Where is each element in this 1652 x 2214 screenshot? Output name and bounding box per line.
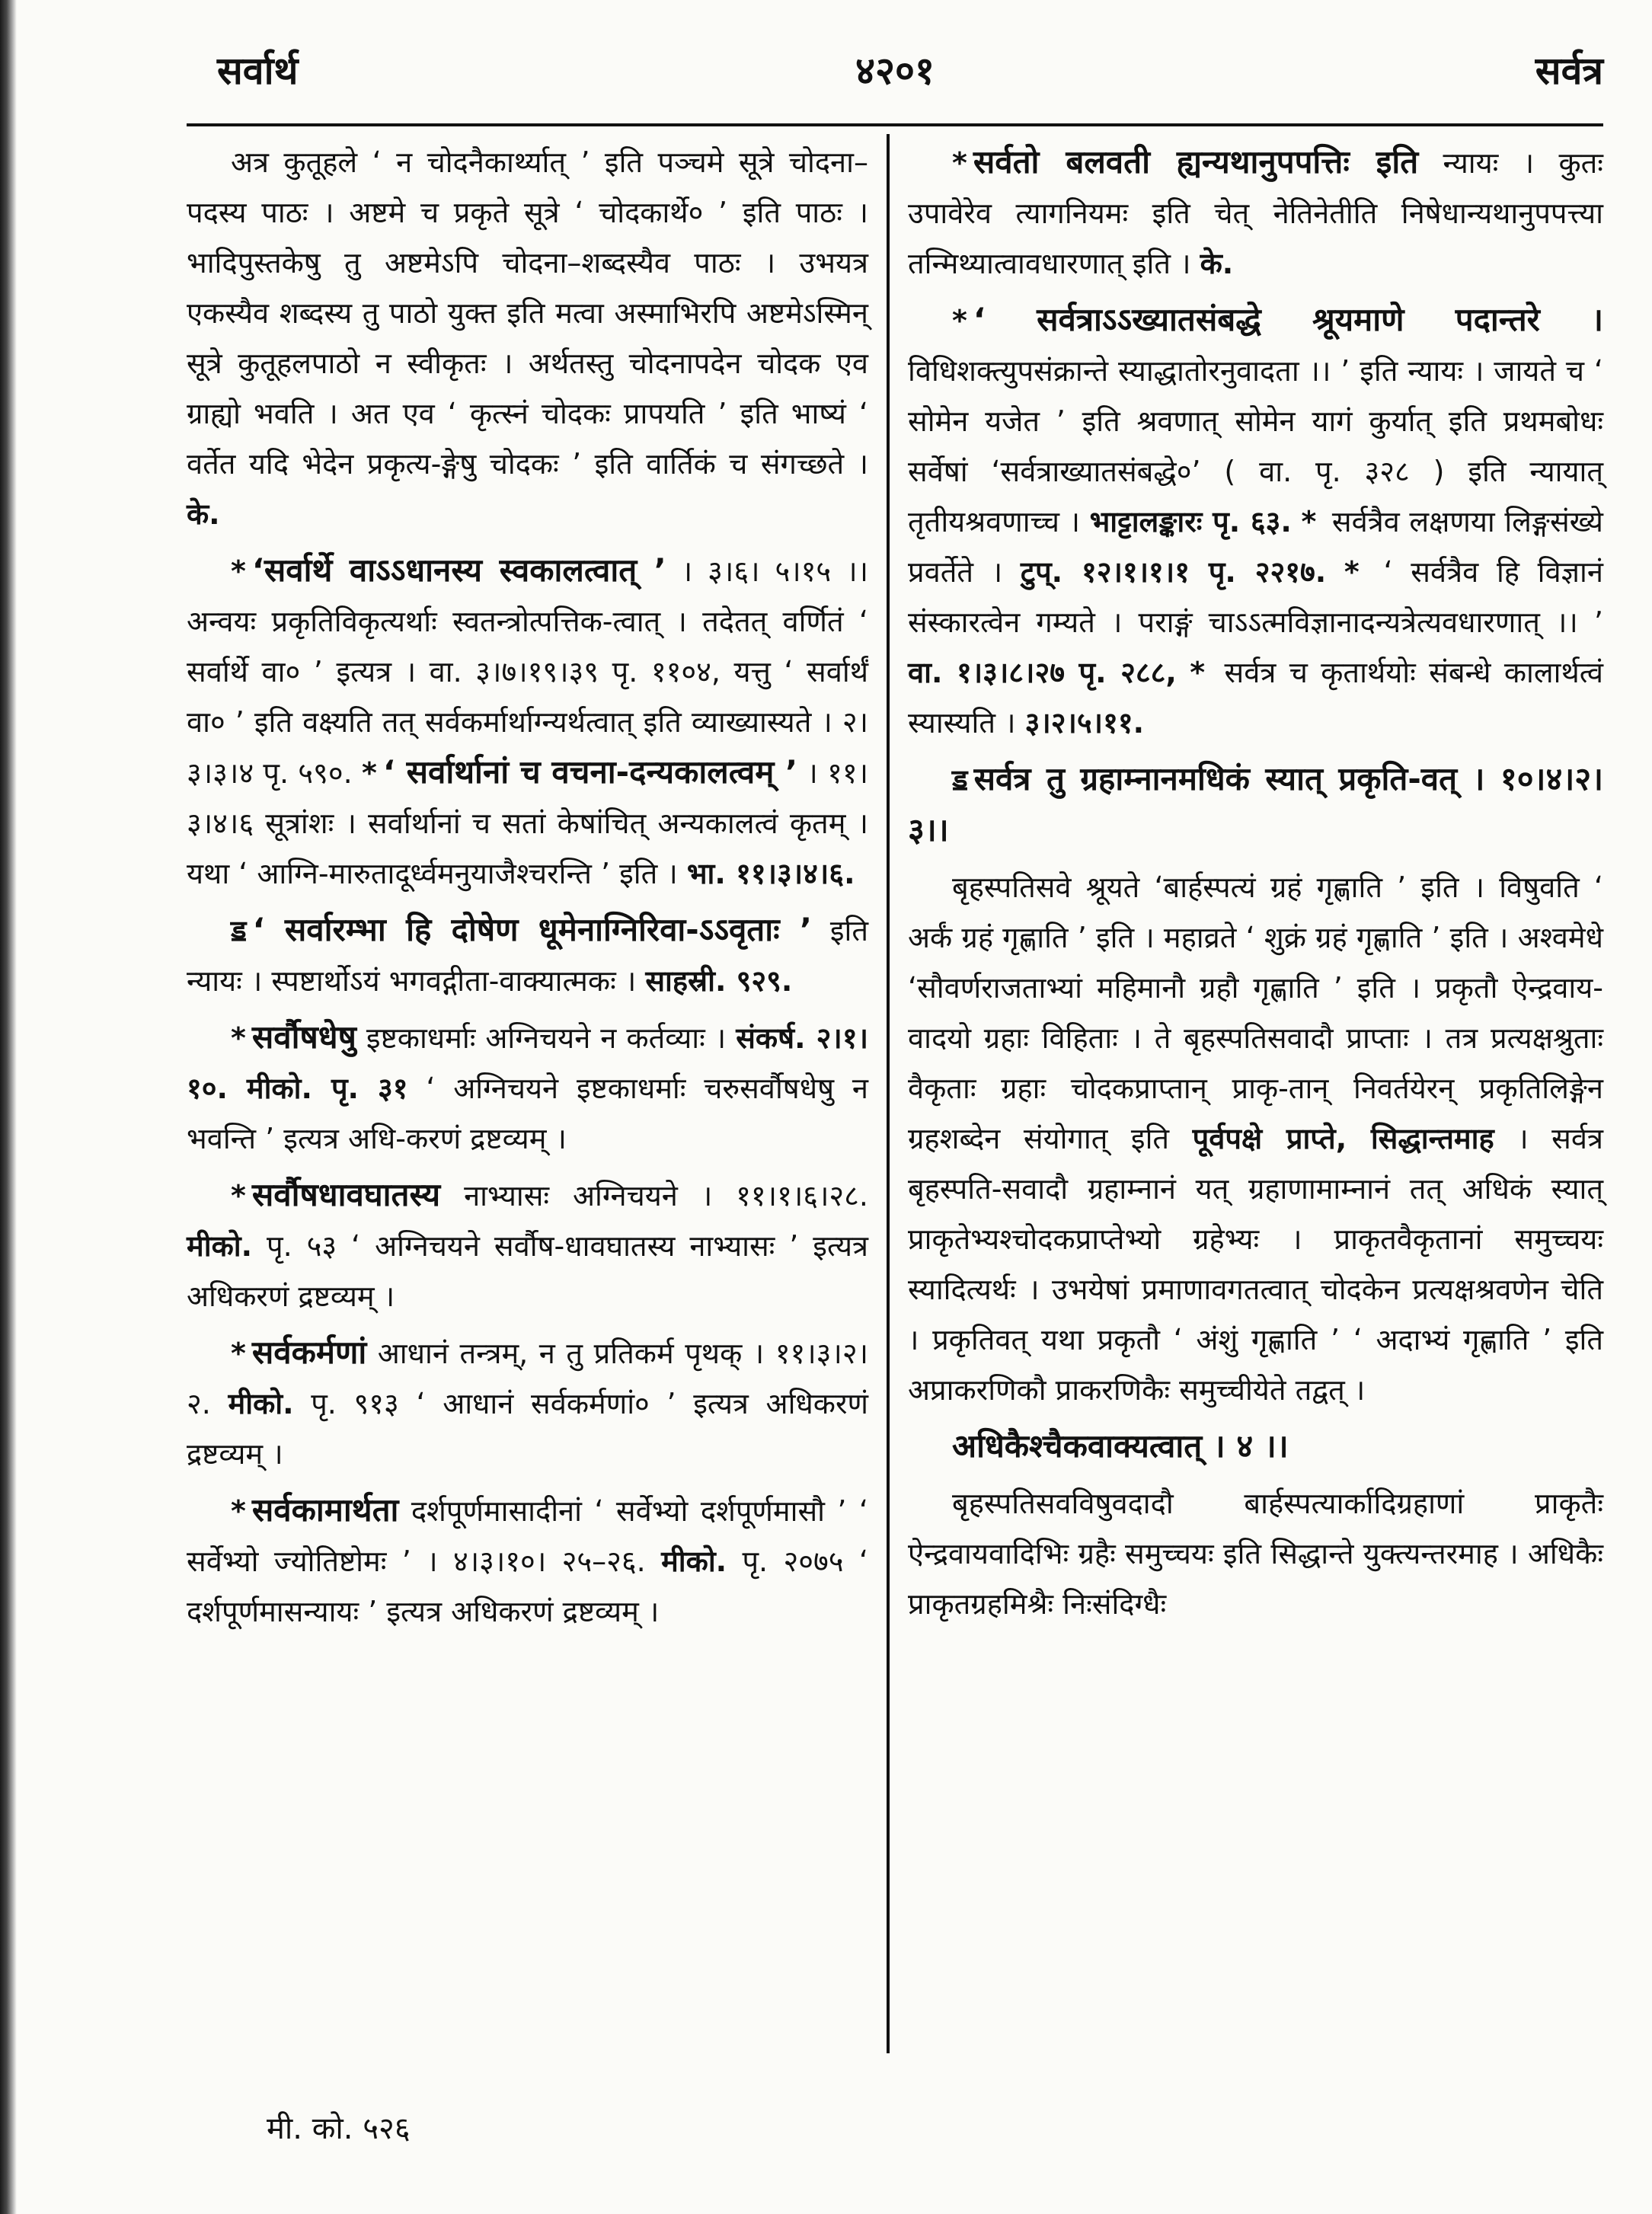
left-entry-5: * सर्वौषधावघातस्य नाभ्यासः अग्निचयने । ११।१।६।२८. मीको. पृ. ५३ ‘ अग्निचयने सर्वौष-धावघातस्य नाभ्यासः ’ इत्यत्र अधिकरणं द्रष्टव्यम् । — [187, 1176, 868, 1313]
star-icon: * — [231, 1337, 246, 1370]
star-icon: * — [231, 554, 246, 588]
left-entry-3: ॾ ‘ सर्वारम्भा हि दोषेण धूमेनाग्निरिवा-ऽऽवृताः ’ इति न्यायः । स्पष्टार्थोऽयं भगवद्गीता-वाक्यात्मकः । साहस्री. ९२९. — [187, 911, 868, 998]
star-icon: * — [231, 1179, 246, 1212]
left-column — [187, 137, 868, 1643]
star-icon: * — [1344, 555, 1360, 589]
header-rule — [187, 123, 1603, 126]
right-sutra-heading-2: अधिकैश्चैकवाक्यत्वात् । ४ ।। — [952, 1427, 1289, 1465]
right-entry-4: बृहस्पतिसवविषुवदादौ बार्हस्पत्यार्कादिग्रहाणां प्राकृतैः ऐन्द्रवायवादिभिः ग्रहैः समुच्चयः इति सिद्धान्ते युक्त्यन्तरमाह । अधिकैः प्राकृतग्रहमिश्रैः निःसंदिग्धैः — [908, 1487, 1603, 1621]
right-entry-1: * सर्वतो बलवती ह्यन्यथानुपपत्तिः इति न्यायः । कुतः उपावेरेव त्यागनियमः इति चेत् नेतिनेतीति निषेधान्यथानुपपत्त्या तन्मिथ्यात्वावधारणात् इति । के. — [908, 143, 1603, 280]
page-number: ४२०१ — [855, 49, 935, 93]
star-icon: * — [1190, 656, 1206, 689]
star-icon: * — [952, 304, 967, 337]
star-icon: * — [952, 146, 967, 180]
left-entry-2: * ‘सर्वार्थे वाऽऽधानस्य स्वकालत्वात् ’ । ३।६। ५।१५ ।। अन्वयः प्रकृतिविकृत्यर्थाः स्वतन्त्रोत्पत्तिक-त्वात् । तदेतत् वर्णितं ‘ सर्वार्थे वा० ’ इत्यत्र । वा. ३।७।१९।३९ पृ. ११०४, यत्तु ‘ सर्वार्थं वा० ’ इति वक्ष्यति तत् सर्वकर्मार्थाग्न्यर्थत्वात् इति व्याख्यास्यते । २।३।३।४ पृ. ५९०. * ‘ सर्वार्थानां च वचना-दन्यकालत्वम् ’ । ११।३।४।६ सूत्रांशः । सर्वार्थानां च सतां केषांचित् अन्यकालत्वं कृतम् । यथा ‘ आग्नि-मारुतादूर्ध्वमनुयाजैश्चरन्ति ’ इति । भा. ११।३।४।६. — [187, 551, 869, 890]
star-icon: * — [1301, 505, 1317, 538]
star-icon: * — [231, 1494, 246, 1528]
left-entry-7: * सर्वकामार्थता दर्शपूर्णमासादीनां ‘ सर्वेभ्यो दर्शपूर्णमासौ ’ ‘ सर्वेभ्यो ज्योतिष्टोमः ’ । ४।३।१०। २५–२६. मीको. पृ. २०७५ ‘ दर्शपूर्णमासन्यायः ’ इत्यत्र अधिकरणं द्रष्टव्यम् । — [187, 1491, 868, 1628]
page-header — [187, 37, 1603, 105]
footer-signature: मी. को. ५२६ — [267, 2111, 411, 2146]
section-mark-icon: ॾ — [231, 914, 247, 947]
binding-edge — [0, 0, 17, 2214]
star-icon: * — [231, 1021, 246, 1055]
header-left-word: सर्वार्थ — [217, 49, 299, 93]
right-entry-2: * ‘ सर्वत्राऽऽख्यातसंबद्धे श्रूयमाणे पदान्तरे । विधिशक्त्युपसंक्रान्ते स्याद्धातोरनुवादता ।। ’ इति न्यायः । जायते च ‘ सोमेन यजेत ’ इति श्रवणात् सोमेन यागं कुर्यात् इति प्रथमबोधः सर्वेषां ‘सर्वत्राख्यातसंबद्धे०’ ( वा. पृ. ३२८ ) इति न्यायात् तृतीयश्रवणाच्च । भाट्टालङ्कारः पृ. ६३. * सर्वत्रैव लक्षणया लिङ्गसंख्ये प्रवर्तेते । टुप्. १२।१।१।१ पृ. २२१७. * ‘ सर्वत्रैव हि विज्ञानं संस्कारत्वेन गम्यते । पराङ्गं चाऽऽत्मविज्ञानादन्यत्रेत्यवधारणात् ।। ’ वा. १।३।८।२७ पृ. २८८, * सर्वत्र च कृतार्थयोः संबन्धे कालार्थत्वं स्यास्यति । ३।२।५।११. — [908, 301, 1603, 740]
header-right-word: सर्वत्र — [1535, 49, 1603, 93]
section-mark-icon: ॾ — [952, 763, 968, 797]
right-entry-3: बृहस्पतिसवे श्रूयते ‘बार्हस्पत्यं ग्रहं गृह्णाति ’ इति । विषुवति ‘ अर्कं ग्रहं गृह्णाति ’ इति । महाव्रते ‘ शुक्रं ग्रहं गृह्णाति ’ इति । अश्वमेधे ‘सौवर्णराजताभ्यां महिमानौ ग्रहौ गृह्णाति ’ इति । प्रकृतौ ऐन्द्रवाय-वादयो ग्रहाः विहिताः । ते बृहस्पतिसवादौ प्राप्ताः । तत्र प्रत्यक्षश्रुताः वैकृताः ग्रहाः चोदकप्राप्तान् प्राकृ-तान् निवर्तयेरन् प्रकृतिलिङ्गेन ग्रहशब्देन संयोगात् इति पूर्वपक्षे प्राप्ते, सिद्धान्तमाह । सर्वत्र बृहस्पति-सवादौ ग्रहाम्नानं यत् ग्रहाणामाम्नानं तत् अधिकं स्यात् प्राकृतेभ्यश्चोदकप्राप्तेभ्यो ग्रहेभ्यः । प्राकृतवैकृतानां समुच्चयः स्यादित्यर्थः । उभयेषां प्रमाणावगतत्वात् चोदकेन प्रत्यक्षश्रवणेन चेति । प्रकृतिवत् यथा प्रकृतौ ‘ अंशुं गृह्णाति ’ ‘ अदाभ्यं गृह्णाति ’ इति अप्राकरणिकौ प्राकरणिकैः समुच्चीयेते तद्वत् । — [908, 871, 1603, 1407]
right-column — [908, 137, 1603, 1635]
column-divider — [887, 134, 890, 2053]
left-entry-6: * सर्वकर्मणां आधानं तन्त्रम्, न तु प्रतिकर्म पृथक् । ११।३।२।२. मीको. पृ. ९१३ ‘ आधानं सर्वकर्मणां० ’ इत्यत्र अधिकरणं द्रष्टव्यम् । — [187, 1334, 868, 1471]
right-sutra-heading: ॾ सर्वत्र तु ग्रहाम्नानमधिकं स्यात् प्रकृति-वत् । १०।४।२।३।। — [908, 760, 1603, 848]
left-entry-4: * सर्वौषधेषु इष्टकाधर्माः अग्निचयने न कर्तव्याः । संकर्ष. २।१।१०. मीको. पृ. ३१ ‘ अग्निचयने इष्टकाधर्माः चरुसर्वौषधेषु न भवन्ति ’ इत्यत्र अधि-करणं द्रष्टव्यम् । — [187, 1018, 868, 1155]
left-entry-1: अत्र कुतूहले ‘ न चोदनैकार्थ्यात् ’ इति पञ्चमे सूत्रे चोदना–पदस्य पाठः । अष्टमे च प्रकृते सूत्रे ‘ चोदकार्थे० ’ इति पाठः । भादिपुस्तकेषु तु अष्टमेऽपि चोदना–शब्दस्यैव पाठः । उभयत्र एकस्यैव शब्दस्य तु पाठो युक्त इति मत्वा अस्माभिरपि अष्टमेऽस्मिन् सूत्रे कुतूहलपाठो न स्वीकृतः । अर्थतस्तु चोदनापदेन चोदक एव ग्राह्यो भवति । अत एव ‘ कृत्स्नं चोदकः प्रापयति ’ इति भाष्यं ‘ वर्तेत यदि भेदेन प्रकृत्य-ङ्गेषु चोदकः ’ इति वार्तिकं च संगच्छते । के. — [187, 145, 868, 531]
star-icon: * — [361, 756, 377, 790]
